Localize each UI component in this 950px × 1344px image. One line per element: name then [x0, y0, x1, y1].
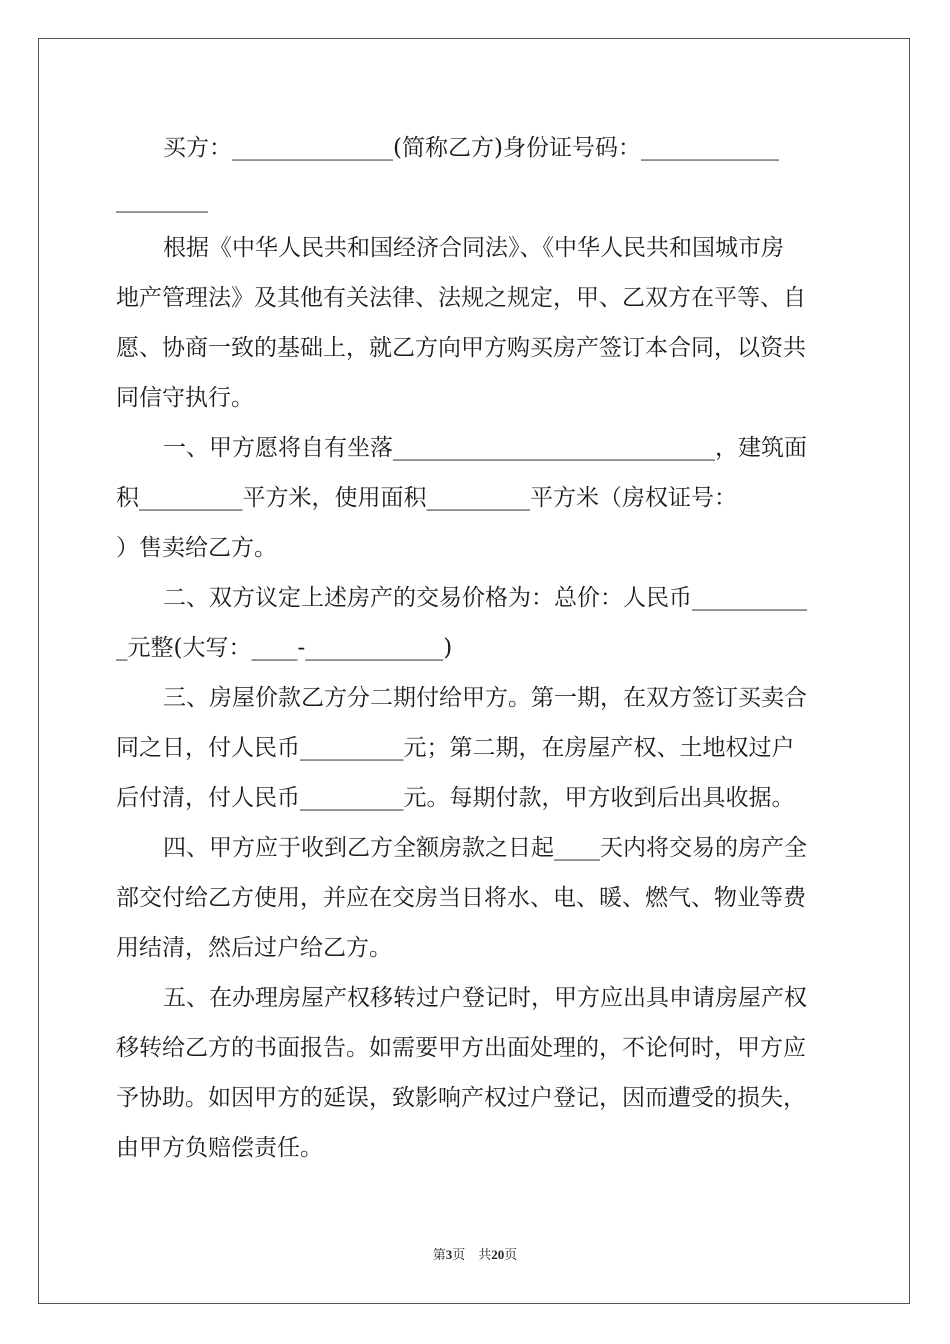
text-line: 根据《中华人民共和国经济合同法》、《中华人民共和国城市房 [163, 235, 784, 261]
footer-page-number: 3 [445, 1247, 453, 1262]
text-line: 五、在办理房屋产权移转过户登记时，甲方应出具申请房屋产权 [163, 985, 807, 1011]
text-line: 部交付给乙方使用，并应在交房当日将水、电、暖、燃气、物业等费 [116, 885, 806, 911]
text-line: 用结清，然后过户给乙方。 [116, 935, 392, 961]
text-line: ________ [116, 187, 208, 213]
text-line: 予协助。如因甲方的延误，致影响产权过户登记，因而遭受的损失， [116, 1085, 806, 1111]
text-line: 移转给乙方的书面报告。如需要甲方出面处理的，不论何时，甲方应 [116, 1035, 806, 1061]
text-line: 愿、协商一致的基础上，就乙方向甲方购买房产签订本合同，以资共 [116, 335, 806, 361]
text-line: _元整(大写：____-____________) [116, 635, 453, 661]
text-line: 一、甲方愿将自有坐落____________________________，建筑面 [163, 435, 807, 461]
text-line: 四、甲方应于收到乙方全额房款之日起____天内将交易的房产全 [163, 835, 807, 861]
text-line: 二、双方议定上述房产的交易价格为：总价：人民币__________ [163, 585, 807, 611]
text-line: ）售卖给乙方。 [116, 535, 277, 561]
footer-page-mid: 页 共 [452, 1247, 492, 1262]
footer-page-suffix: 页 [504, 1247, 518, 1262]
text-line: 三、房屋价款乙方分二期付给甲方。第一期，在双方签订买卖合 [163, 685, 807, 711]
text-line: 由甲方负赔偿责任。 [116, 1135, 323, 1161]
page-footer [0, 1244, 950, 1263]
text-line: 后付清，付人民币_________元。每期付款，甲方收到后出具收据。 [116, 785, 795, 811]
text-line: 地产管理法》及其他有关法律、法规之规定，甲、乙双方在平等、自 [116, 285, 806, 311]
footer-total-pages: 20 [491, 1247, 505, 1262]
footer-page-prefix: 第 [432, 1247, 446, 1262]
text-line: 同之日，付人民币_________元；第二期，在房屋产权、土地权过户 [116, 735, 795, 761]
text-line: 买方：______________(简称乙方)身份证号码：____________ [163, 135, 779, 161]
text-line: 同信守执行。 [116, 385, 254, 411]
text-line: 积_________平方米，使用面积_________平方米（房权证号： [116, 485, 737, 511]
